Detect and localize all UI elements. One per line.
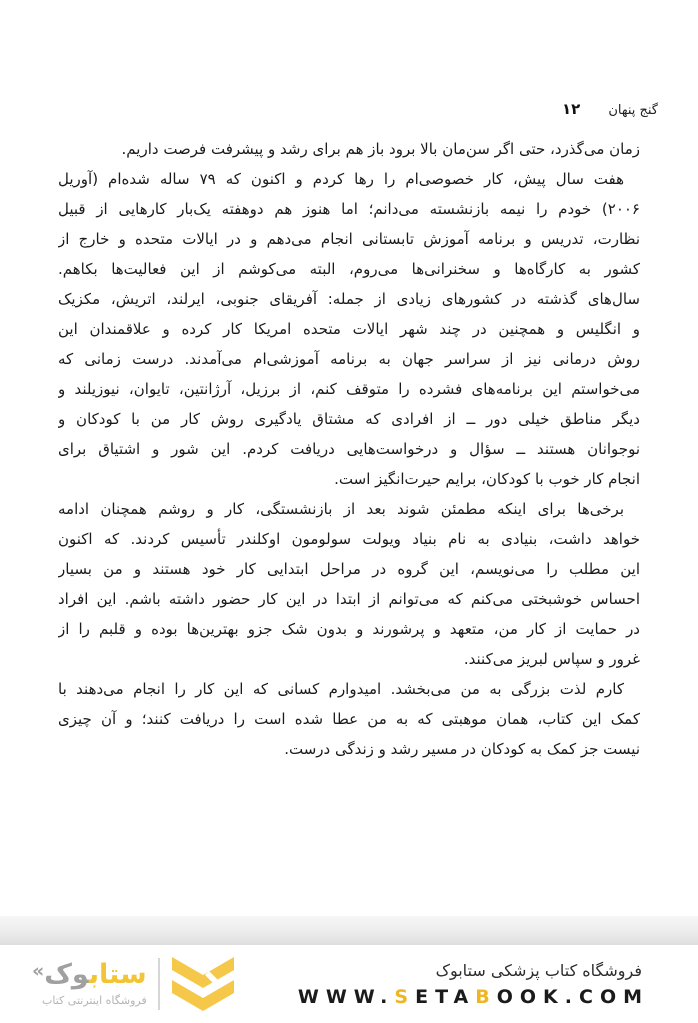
paragraph	[58, 134, 640, 164]
text-line: زمان می‌گذرد، حتی اگر سن‌مان بالا برود باز هم برای رشد و پیشرفت فرصت داریم.	[121, 140, 640, 158]
footer-right-block	[297, 960, 649, 1008]
store-name: فروشگاه کتاب پزشکی ستابوک	[435, 960, 642, 980]
wordmark-yellow-part: ستاب	[88, 959, 147, 991]
text-line: روش درمانی نیز از سراسر جهان به برنامه آموزشی‌ام می‌آمدند. درست زمانی که	[58, 350, 640, 368]
text-line: در حمایت از کار من، متعهد و پرشورند و بدون شک جزو بهترین‌ها بوده و قلبم را از	[58, 620, 640, 638]
text-line: احساس خوشبختی می‌کنم که می‌توانم از ابتدا در این کار حضور داشته باشم. این افراد	[58, 590, 640, 608]
paragraph	[58, 494, 640, 674]
page-number: ۱۲	[562, 100, 581, 118]
url-part: OOK.COM	[496, 985, 649, 1008]
text-line: غرور و سپاس لبریز می‌کنند.	[463, 650, 640, 668]
footer	[0, 945, 698, 1023]
url-part: WWW.	[297, 985, 395, 1008]
text-line: دیگر مناطق خیلی دور ــ از افرادی که مشتاق یادگیری روش کار من با کودکان و	[58, 410, 640, 428]
text-line: کشور به کارگاه‌ها و سخنرانی‌ها می‌روم، البته می‌کوشم از این فعالیت‌ها بکاهم.	[58, 260, 640, 278]
logo-divider	[158, 958, 160, 1010]
logo-text-stack	[30, 961, 147, 1006]
text-line: نیست جز کمک به کودکان در مسیر رشد و زندگی درست.	[284, 740, 640, 758]
wordmark-gray-part: وک	[44, 959, 89, 991]
text-line: ۲۰۰۶) خودم را نیمه بازنشسته می‌دانم؛ اما هنوز هم دوهفته یک‌بار کارهایی از قبیل	[58, 200, 640, 218]
logo-wordmark	[30, 961, 147, 989]
text-line: این مطلب را می‌نویسم، این گروه در مراحل ابتدایی کار خود هستند و من بسیار	[58, 560, 640, 578]
url-part-accent: B	[475, 985, 497, 1008]
text-line: خواهد داشت، بنیادی به نام بنیاد ویولت سولومون اوکلندر تأسیس کردند. که اکنون	[58, 530, 640, 548]
paragraph	[58, 164, 640, 494]
website-url	[298, 986, 649, 1008]
running-header	[562, 100, 658, 118]
guillemet-icon: «	[32, 960, 45, 983]
text-line: کمک این کتاب، همان موهبتی که به من عطا شده است را دریافت کنند؛ و آن چیزی	[58, 710, 640, 728]
text-line: نوجوانان هستند ــ سؤال و درخواست‌هایی دریافت کردم. این شور و اشتیاق برای	[58, 440, 640, 458]
text-line: برخی‌ها برای اینکه مطمئن شوند بعد از بازنشستگی، کار و روشم همچنان ادامه	[58, 500, 624, 518]
text-line: نظارت، تدریس و برنامه آموزش تابستانی انجام می‌دهم و در ایالات متحده و خارج از	[58, 230, 640, 248]
text-line: می‌خواستم این برنامه‌های فشرده را متوقف کنم، از برزیل، آرژانتین، تایوان، نیوزیلند و	[58, 380, 640, 398]
logo-tagline: فروشگاه اینترنتی کتاب	[42, 993, 147, 1007]
text-line: سال‌های گذشته در کشورهای زیادی از جمله: آفریقای جنوبی، ایرلند، اتریش، مکزیک	[58, 290, 640, 308]
text-line: انجام کار خوب با کودکان، برایم حیرت‌انگیز است.	[334, 470, 640, 488]
body-text	[58, 134, 640, 764]
setabook-logo	[30, 953, 235, 1015]
url-part-accent: S	[394, 985, 416, 1008]
footer-divider-band	[0, 916, 698, 945]
url-part: ETA	[415, 985, 476, 1008]
book-title: گنج پنهان	[608, 103, 658, 118]
text-line: و انگلیس و همچنین در چند شهر ایالات متحده امریکا کار کرده و علاقمندان این	[58, 320, 640, 338]
setabook-chevrons-icon	[171, 953, 235, 1015]
text-line: هفت سال پیش، کار خصوصی‌ام را رها کردم و اکنون که ۷۹ ساله شده‌ام (آوریل	[58, 170, 624, 188]
text-line: کارم لذت بزرگی به من می‌بخشد. امیدوارم کسانی که این کار را انجام می‌دهند با	[58, 680, 624, 698]
paragraph	[58, 674, 640, 764]
